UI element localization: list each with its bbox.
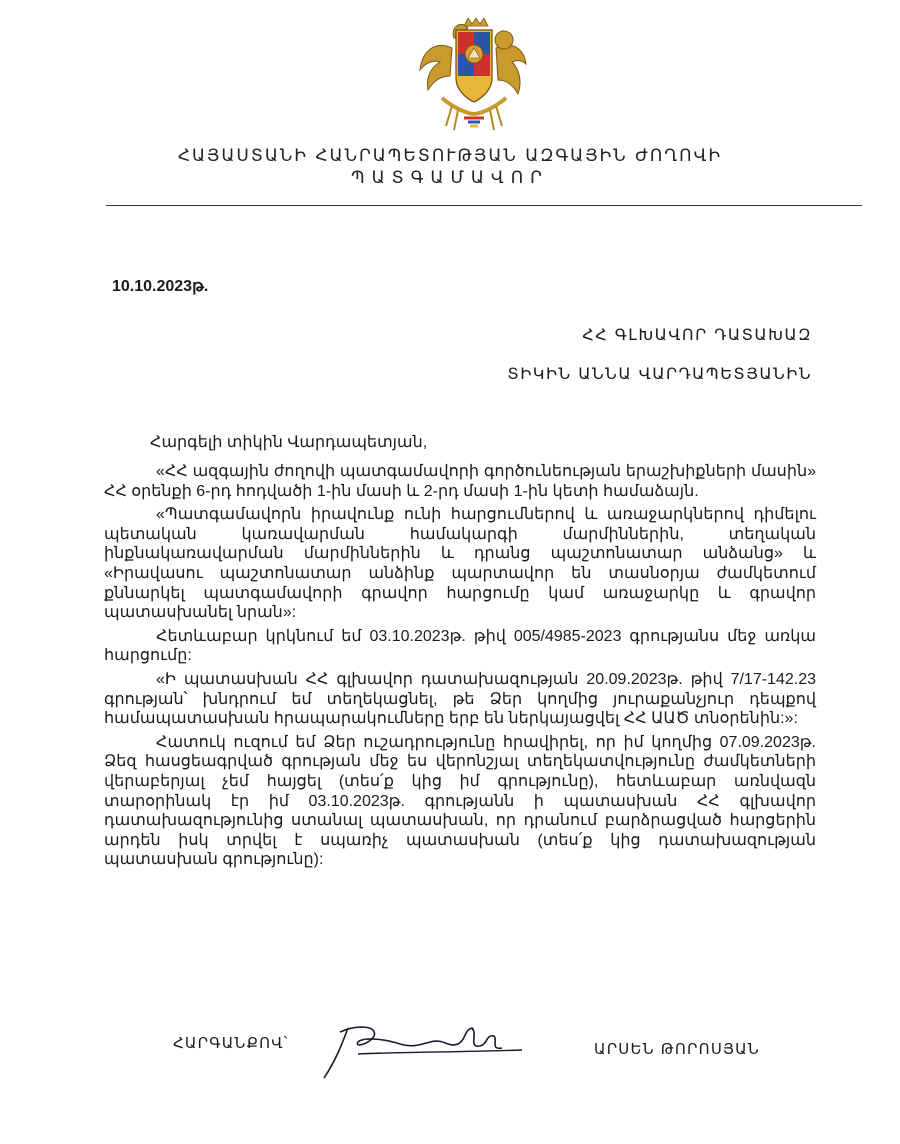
signature-icon [318,1018,528,1082]
org-name-line1: ՀԱՅԱՍՏԱՆԻ ՀԱՆՐԱՊԵՏՈՒԹՅԱՆ ԱԶԳԱՅԻՆ ԺՈՂՈՎԻ [177,146,723,166]
addressee-name: ՏԻԿԻՆ ԱՆՆԱ ՎԱՐԴԱՊԵՏՅԱՆԻՆ [507,364,812,383]
body-paragraph: «Ի պատասխան ՀՀ գլխավոր դատախազության 20.09.2023թ. թիվ 7/17-142.23 գրության՝ խնդրում եմ տեղեկացնել, թե Ձեր կողմից յուրաքանչյուր դեպքով համապատասխան հրապարակումները երբ են ներկայացվել ՀՀ ԱԱԾ տնօրենին:»: [104,670,816,728]
body-paragraph: Հետևաբար կրկնում եմ 03.10.2023թ. թիվ 005/4985-2023 գրությանս մեջ առկա հարցումը: [104,627,816,665]
greeting: Հարգելի տիկին Վարդապետյան, [150,434,428,451]
addressee-title: ՀՀ ԳԼԽԱՎՈՐ ԴԱՏԱԽԱԶ [582,325,812,344]
letter-body [104,462,816,874]
body-paragraph: Հատուկ ուզում եմ Ձեր ուշադրությունը հրավիրել, որ իմ կողմից 07.09.2023թ. Ձեզ հասցեագրված գրության մեջ ես վերոնշյալ տեղեկատվությունը ժամկետների վերաբերյալ չեմ հայցել (տես՛ք կից իմ գրությունը), հետևաբար առնվազն տարօրինակ էր իմ 03.10.2023թ. գրությանն ի պատասխան ՀՀ գլխավոր դատախազությունից ստանալ պատասխան, որ դրանում բարձրացված հարցերին արդեն իսկ տրվել է սպառիչ պատասխան (տես՛ք կից դատախազության պատասխան գրությունը): [104,733,816,869]
closing-label: ՀԱՐԳԱՆՔՈՎ՝ [173,1034,289,1052]
body-paragraph: «Պատգամավորն իրավունք ունի հարցումներով և առաջարկներով դիմելու պետական կառավարման համակարգի մարմիններին, տեղական ինքնակառավարման մարմիններին և դրանց պաշտոնատար անձանց» և «Իրավասու պաշտոնատար անձինք պարտավոր են տասնօրյա ժամկետում քննարկել պատգամավորի գրավոր հարցումը կամ առաջարկը և գրավոր պատասխանել նրան»: [104,506,816,622]
body-paragraph: «ՀՀ ազգային ժողովի պատգամավորի գործունեության երաշխիքների մասին» ՀՀ օրենքի 6-րդ հոդվածի 1-ին մասի և 2-րդ մասի 1-ին կետի համաձայն. [104,463,816,500]
org-name-line2: ՊԱՏԳԱՄԱՎՈՐ [351,168,549,188]
signer-name: ԱՐՍԵՆ ԹՈՐՈՍՅԱՆ [594,1040,760,1058]
letter-date: 10.10.2023թ. [112,278,209,295]
header-divider [106,205,862,206]
coat-of-arms-icon [412,18,536,134]
